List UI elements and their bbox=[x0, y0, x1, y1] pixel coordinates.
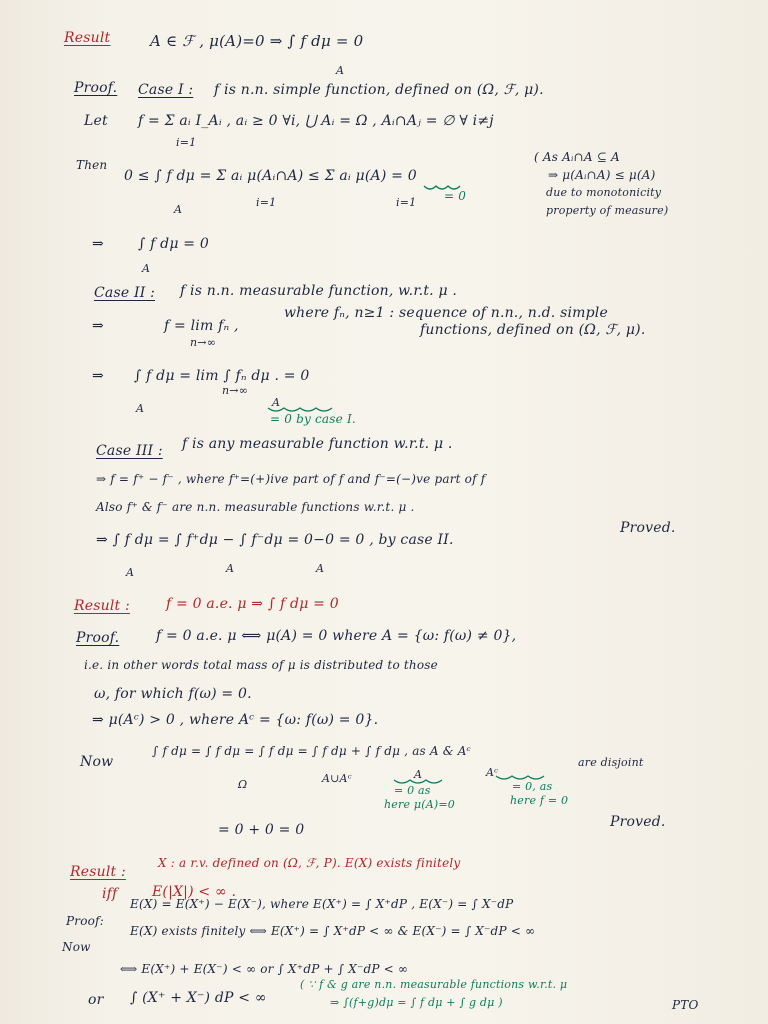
result-1-label: Result bbox=[64, 30, 111, 46]
result-2-statement: f = 0 a.e. μ ⇒ ∫ f dμ = 0 bbox=[166, 596, 339, 612]
case-1-label: Case I : bbox=[138, 82, 194, 98]
limit-integral: ∫ f dμ = lim ∫ fₙ dμ . = 0 bbox=[134, 368, 310, 384]
integral-inequality: 0 ≤ ∫ f dμ = Σ aᵢ μ(Aᵢ∩A) ≤ Σ aᵢ μ(A) = 0 bbox=[124, 168, 417, 184]
or-label: or bbox=[88, 992, 104, 1008]
linearity-note-2: ⇒ ∫(f+g)dμ = ∫ f dμ + ∫ g dμ ) bbox=[330, 996, 503, 1009]
proof-3-label: Proof: bbox=[66, 914, 104, 928]
result-3-statement: X : a r.v. defined on (Ω, ℱ, P). E(X) exists finitely bbox=[158, 856, 461, 870]
expectation-decomposition: E(X) = E(X⁺) − E(X⁻), where E(X⁺) = ∫ X⁺dP , E(X⁻) = ∫ X⁻dP bbox=[130, 897, 514, 911]
implies-arrow-1: ⇒ bbox=[92, 236, 104, 252]
now-label-2: Now bbox=[62, 940, 91, 954]
also-statement: Also f⁺ & f⁻ are n.n. measurable functions w.r.t. μ . bbox=[96, 500, 415, 514]
sum-index-1: i=1 bbox=[176, 136, 197, 149]
result-3-condition: E(|X|) < ∞ . bbox=[152, 884, 237, 900]
subscript-a: A bbox=[414, 768, 423, 781]
result-2-equivalence: f = 0 a.e. μ ⟺ μ(A) = 0 where A = {ω: f(ω) ≠ 0}, bbox=[156, 628, 517, 644]
pto-label: PTO bbox=[672, 998, 699, 1012]
result-2-explanation-1: i.e. in other words total mass of μ is distributed to those bbox=[84, 658, 438, 672]
now-label-1: Now bbox=[80, 754, 114, 770]
limit-subscript-2: n→∞ bbox=[222, 384, 249, 397]
case-3-subscript-2: A bbox=[226, 562, 235, 575]
subscript-union: A∪Aᶜ bbox=[322, 772, 352, 785]
by-case-1-note: = 0 by case I. bbox=[270, 412, 356, 426]
sequence-text-2: functions, defined on (Ω, ℱ, μ). bbox=[420, 322, 646, 338]
zero-note-1a: = 0 as bbox=[394, 784, 431, 797]
result-1-subscript: A bbox=[336, 64, 345, 77]
linearity-note-1: ( ∵ f & g are n.n. measurable functions w.r.t. μ bbox=[300, 978, 568, 991]
proved-label-2: Proved. bbox=[610, 814, 666, 830]
implies-arrow-3: ⇒ bbox=[92, 368, 104, 384]
then-label: Then bbox=[76, 158, 108, 172]
zero-note-2a: = 0, as bbox=[512, 780, 553, 793]
implies-arrow-2: ⇒ bbox=[92, 318, 104, 334]
case-2-label: Case II : bbox=[94, 285, 156, 301]
limit-integral-subscript-a2: A bbox=[272, 396, 281, 409]
sum-finiteness: ⟺ E(X⁺) + E(X⁻) < ∞ or ∫ X⁺dP + ∫ X⁻dP < ∞ bbox=[120, 962, 409, 976]
limit-definition: f = lim fₙ , bbox=[164, 318, 239, 334]
note-line-4: property of measure) bbox=[546, 204, 669, 217]
positive-negative-parts: ⇒ f = f⁺ − f⁻ , where f⁺=(+)ive part of f and f⁻=(−)ve part of f bbox=[96, 472, 486, 486]
result-2-sum: = 0 + 0 = 0 bbox=[218, 822, 305, 838]
sum-index-2: i=1 bbox=[256, 196, 277, 209]
result-3-label: Result : bbox=[70, 864, 126, 880]
case-1-conclusion: ∫ f dμ = 0 bbox=[138, 236, 209, 252]
simple-function-definition: f = Σ aᵢ I_Aᵢ , aᵢ ≥ 0 ∀i, ⋃ Aᵢ = Ω , Aᵢ∩Aⱼ = ∅ ∀ i≠j bbox=[138, 113, 494, 129]
case-3-subscript-1: A bbox=[126, 566, 135, 579]
combined-integral: ∫ (X⁺ + X⁻) dP < ∞ bbox=[130, 990, 267, 1006]
zero-note-2b: here f = 0 bbox=[510, 794, 569, 807]
limit-integral-subscript-a: A bbox=[136, 402, 145, 415]
case-3-conclusion: ⇒ ∫ f dμ = ∫ f⁺dμ − ∫ f⁻dμ = 0−0 = 0 , by case II. bbox=[96, 532, 454, 548]
underbrace-1 bbox=[424, 186, 460, 189]
case-3-label: Case III : bbox=[96, 443, 163, 459]
case-1-conclusion-subscript: A bbox=[142, 262, 151, 275]
integral-subscript-a: A bbox=[174, 203, 183, 216]
limit-subscript-1: n→∞ bbox=[190, 336, 217, 349]
finiteness-equivalence: E(X) exists finitely ⟺ E(X⁺) = ∫ X⁺dP < ∞ & E(X⁻) = ∫ X⁻dP < ∞ bbox=[130, 924, 536, 938]
result-2-complement: ⇒ μ(Aᶜ) > 0 , where Aᶜ = {ω: f(ω) = 0}. bbox=[92, 712, 379, 728]
underbrace-4 bbox=[496, 776, 544, 779]
subscript-omega: Ω bbox=[238, 778, 248, 791]
disjoint-note: are disjoint bbox=[578, 756, 644, 769]
case-1-text: f is n.n. simple function, defined on (Ω, ℱ, μ). bbox=[214, 82, 544, 98]
result-1-statement: A ∈ ℱ , μ(A)=0 ⇒ ∫ f dμ = 0 bbox=[150, 32, 364, 50]
sequence-text-1: where fₙ, n≥1 : sequence of n.n., n.d. simple bbox=[284, 305, 608, 321]
underbrace-3 bbox=[394, 780, 442, 783]
proved-label-1: Proved. bbox=[620, 520, 676, 536]
note-line-1: ( As Aᵢ∩A ⊆ A bbox=[534, 150, 620, 164]
proof-2-label: Proof. bbox=[76, 630, 120, 646]
result-2-label: Result : bbox=[74, 598, 130, 614]
sum-index-3: i=1 bbox=[396, 196, 417, 209]
subscript-a-complement: Aᶜ bbox=[486, 766, 499, 779]
result-2-integral-split: ∫ f dμ = ∫ f dμ = ∫ f dμ = ∫ f dμ + ∫ f dμ , as A & Aᶜ bbox=[152, 744, 471, 758]
note-line-2: ⇒ μ(Aᵢ∩A) ≤ μ(A) bbox=[548, 168, 656, 182]
case-3-subscript-3: A bbox=[316, 562, 325, 575]
note-line-3: due to monotonicity bbox=[546, 186, 662, 199]
equals-zero-note: = 0 bbox=[444, 189, 467, 203]
proof-1-label: Proof. bbox=[74, 80, 118, 96]
zero-note-1b: here μ(A)=0 bbox=[384, 798, 455, 811]
iff-label: iff bbox=[102, 886, 118, 902]
underbrace-2 bbox=[268, 408, 332, 411]
case-3-text: f is any measurable function w.r.t. μ . bbox=[182, 436, 453, 452]
let-label: Let bbox=[84, 113, 108, 129]
result-2-explanation-2: ω, for which f(ω) = 0. bbox=[94, 686, 252, 702]
case-2-text: f is n.n. measurable function, w.r.t. μ . bbox=[180, 283, 458, 299]
